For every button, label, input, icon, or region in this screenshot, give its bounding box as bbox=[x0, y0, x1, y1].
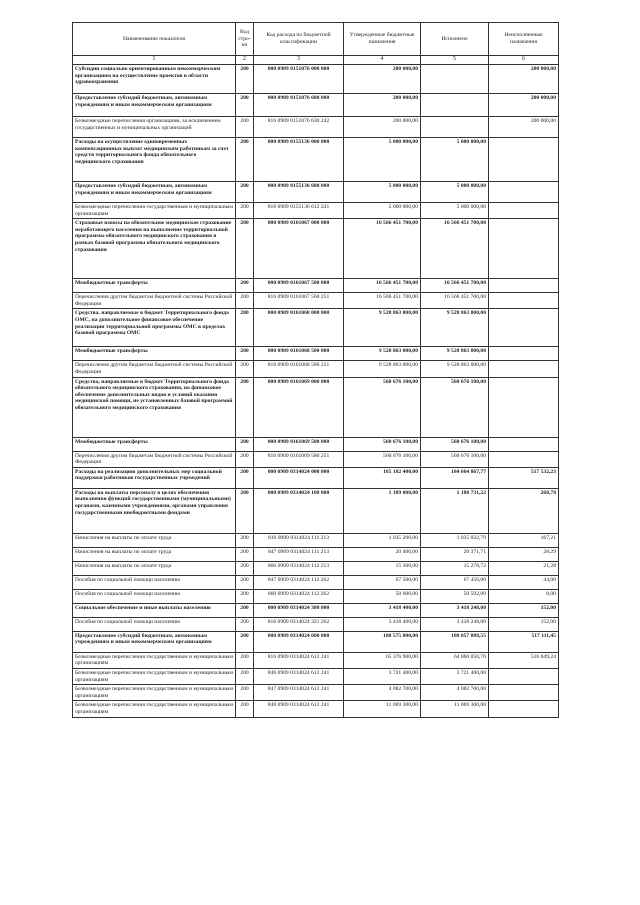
row-kbk: 816 0909 0151076 630 242 bbox=[254, 117, 344, 138]
table-row bbox=[73, 533, 559, 547]
row-unexecuted: 200 000,00 bbox=[489, 94, 559, 117]
row-name: Расходы на осуществление единовременных компенсационных выплат медицинским работникам за счет средств территориального фонда обязательного медицинского страхования bbox=[73, 138, 236, 182]
row-name: Безвозмездные перечисления государственным и муниципальным организациям bbox=[73, 668, 236, 684]
table-row bbox=[73, 589, 559, 603]
row-kbk: 000 0909 0151076 600 000 bbox=[254, 94, 344, 117]
row-name: Расходы на реализацию дополнительных мер социальной поддержки работников государственных учреждений bbox=[73, 467, 236, 488]
row-approved: 3 721 400,00 bbox=[344, 668, 421, 684]
row-kbk: 000 0909 0314024 000 000 bbox=[254, 467, 344, 488]
row-executed: 184 664 867,77 bbox=[421, 467, 489, 488]
row-unexecuted: 152,00 bbox=[489, 603, 559, 617]
table-row bbox=[73, 377, 559, 437]
table-row bbox=[73, 561, 559, 575]
row-name: Перечисления другим бюджетам бюджетной системы Российской Федерации bbox=[73, 451, 236, 467]
table-row bbox=[73, 219, 559, 279]
row-name: Средства, направляемые в бюджет Территориального фонда ОМС, на дополнительное финансовое обеспечение реализации территориальной программы ОМС в пределах базовой программы ОМС bbox=[73, 309, 236, 347]
row-name: Безвозмездные перечисления государственным и муниципальным организациям bbox=[73, 203, 236, 219]
row-name: Безвозмездные перечисления организациям, за исключением государственных и муниципальных организаций bbox=[73, 117, 236, 138]
row-approved: 1 035 200,00 bbox=[344, 533, 421, 547]
table-row bbox=[73, 437, 559, 451]
header-kbk: Код расхода по бюджетной классификации bbox=[254, 23, 344, 56]
row-kbk: 000 0909 0155136 000 000 bbox=[254, 138, 344, 182]
row-approved: 3 418 400,00 bbox=[344, 617, 421, 631]
row-kbk: 847 0909 0314024 612 241 bbox=[254, 685, 344, 701]
table-row bbox=[73, 631, 559, 652]
row-unexecuted bbox=[489, 219, 559, 279]
row-kbk: 000 0909 0314024 600 000 bbox=[254, 631, 344, 652]
row-kbk: 860 0909 0314024 112 262 bbox=[254, 589, 344, 603]
row-executed: 5 000 000,00 bbox=[421, 203, 489, 219]
row-unexecuted: 200 000,00 bbox=[489, 65, 559, 94]
row-executed: 3 418 248,00 bbox=[421, 603, 489, 617]
row-unexecuted: 517 111,45 bbox=[489, 631, 559, 652]
row-approved: 185 182 400,00 bbox=[344, 467, 421, 488]
row-unexecuted: 268,78 bbox=[489, 488, 559, 533]
table-row bbox=[73, 293, 559, 309]
row-unexecuted: 8,00 bbox=[489, 589, 559, 603]
row-approved: 9 528 863 000,00 bbox=[344, 361, 421, 377]
table-row bbox=[73, 652, 559, 668]
row-code: 200 bbox=[236, 451, 254, 467]
row-name: Социальное обеспечение и иные выплаты населению bbox=[73, 603, 236, 617]
row-approved: 5 000 000,00 bbox=[344, 182, 421, 203]
row-unexecuted: 21,28 bbox=[489, 561, 559, 575]
row-executed: 5 000 000,00 bbox=[421, 138, 489, 182]
row-unexecuted: 167,21 bbox=[489, 533, 559, 547]
row-kbk: 000 0909 0161067 000 000 bbox=[254, 219, 344, 279]
table-body bbox=[73, 65, 559, 718]
row-executed: 16 566 451 700,00 bbox=[421, 219, 489, 279]
row-code: 200 bbox=[236, 685, 254, 701]
table-row bbox=[73, 451, 559, 467]
row-kbk: 000 0909 0161069 500 000 bbox=[254, 437, 344, 451]
row-name: Расходы на выплаты персоналу в целях обеспечения выполнения функций государственными (муниципальными) органами, казенными учреждениями, органами управления государственными внебюджетными фондами bbox=[73, 488, 236, 533]
row-kbk: 816 0909 0161069 580 251 bbox=[254, 451, 344, 467]
row-approved: 50 600,00 bbox=[344, 589, 421, 603]
row-code: 200 bbox=[236, 561, 254, 575]
row-unexecuted: 517 532,23 bbox=[489, 467, 559, 488]
row-code: 200 bbox=[236, 589, 254, 603]
row-name: Начисления на выплаты по оплате труда bbox=[73, 561, 236, 575]
row-name: Пособия по социальной помощи населению bbox=[73, 575, 236, 589]
row-executed: 4 082 700,00 bbox=[421, 685, 489, 701]
row-code: 200 bbox=[236, 65, 254, 94]
row-name: Средства, направляемые в бюджет Территориального фонда обязательного медицинского страхования, на финансовое обеспечение дополнительных видов и условий оказания медицинской помощи, не установленных базовой программой обязательного медицинского страхования bbox=[73, 377, 236, 437]
row-kbk: 000 0909 0161068 500 000 bbox=[254, 347, 344, 361]
row-approved: 4 082 700,00 bbox=[344, 685, 421, 701]
row-unexecuted bbox=[489, 203, 559, 219]
row-unexecuted bbox=[489, 279, 559, 293]
row-code: 200 bbox=[236, 437, 254, 451]
row-name: Предоставление субсидий бюджетным, автономным учреждениям и иным некоммерческим организациям bbox=[73, 94, 236, 117]
row-approved: 11 069 300,00 bbox=[344, 701, 421, 717]
header-approved: Утвержденные бюджетные назначения bbox=[344, 23, 421, 56]
row-executed: 9 528 863 000,00 bbox=[421, 347, 489, 361]
row-unexecuted: 44,00 bbox=[489, 575, 559, 589]
row-name: Начисления на выплаты по оплате труда bbox=[73, 533, 236, 547]
row-name: Безвозмездные перечисления государственным и муниципальным организациям bbox=[73, 701, 236, 717]
row-kbk: 000 0909 0161067 500 000 bbox=[254, 279, 344, 293]
row-name: Предоставление субсидий бюджетным, автономным учреждениям и иным некоммерческим организациям bbox=[73, 631, 236, 652]
row-kbk: 847 0909 0314024 112 262 bbox=[254, 575, 344, 589]
row-code: 200 bbox=[236, 575, 254, 589]
row-executed: 1 035 032,79 bbox=[421, 533, 489, 547]
column-number: 5 bbox=[421, 56, 489, 65]
table-row bbox=[73, 701, 559, 717]
row-executed: 560 676 100,00 bbox=[421, 451, 489, 467]
table-row bbox=[73, 117, 559, 138]
expenditure-table bbox=[72, 22, 559, 718]
row-name: Перечисления другим бюджетам бюджетной системы Российской Федерации bbox=[73, 361, 236, 377]
column-number: 4 bbox=[344, 56, 421, 65]
row-kbk: 848 0909 0314024 612 241 bbox=[254, 701, 344, 717]
row-executed: 9 528 863 000,00 bbox=[421, 361, 489, 377]
row-unexecuted bbox=[489, 293, 559, 309]
table-row bbox=[73, 182, 559, 203]
row-kbk: 816 0909 0314024 612 241 bbox=[254, 652, 344, 668]
row-approved: 16 566 451 700,00 bbox=[344, 219, 421, 279]
column-number: 3 bbox=[254, 56, 344, 65]
row-name: Начисления на выплаты по оплате труда bbox=[73, 547, 236, 561]
row-approved: 3 418 400,00 bbox=[344, 603, 421, 617]
row-name: Безвозмездные перечисления государственным и муниципальным организациям bbox=[73, 685, 236, 701]
row-approved: 200 000,00 bbox=[344, 94, 421, 117]
row-executed: 50 592,00 bbox=[421, 589, 489, 603]
report-page bbox=[72, 22, 558, 718]
row-code: 200 bbox=[236, 309, 254, 347]
row-unexecuted bbox=[489, 377, 559, 437]
row-name: Страховые взносы на обязательное медицинское страхование неработающего населения на выполнение территориальной программы обязательного медицинского страхования в рамках базовой программы обязательного медицинского страхования bbox=[73, 219, 236, 279]
row-approved: 560 676 100,00 bbox=[344, 451, 421, 467]
row-executed bbox=[421, 117, 489, 138]
table-row bbox=[73, 203, 559, 219]
row-approved: 560 676 100,00 bbox=[344, 377, 421, 437]
table-row bbox=[73, 668, 559, 684]
column-number: 6 bbox=[489, 56, 559, 65]
row-name: Пособия по социальной помощи населению bbox=[73, 589, 236, 603]
row-kbk: 816 0909 0314024 111 213 bbox=[254, 533, 344, 547]
row-unexecuted bbox=[489, 437, 559, 451]
table-row bbox=[73, 361, 559, 377]
row-executed: 5 000 000,00 bbox=[421, 182, 489, 203]
header-row bbox=[73, 23, 559, 56]
row-kbk: 000 0909 0314024 300 000 bbox=[254, 603, 344, 617]
row-name: Безвозмездные перечисления государственным и муниципальным организациям bbox=[73, 652, 236, 668]
row-executed: 20 371,71 bbox=[421, 547, 489, 561]
row-executed bbox=[421, 94, 489, 117]
row-approved: 15 300,00 bbox=[344, 561, 421, 575]
row-executed: 9 528 863 000,00 bbox=[421, 309, 489, 347]
row-unexecuted: 516 849,24 bbox=[489, 652, 559, 668]
row-approved: 5 000 000,00 bbox=[344, 138, 421, 182]
row-code: 200 bbox=[236, 94, 254, 117]
table-row bbox=[73, 347, 559, 361]
row-executed: 180 057 888,55 bbox=[421, 631, 489, 652]
row-code: 200 bbox=[236, 547, 254, 561]
row-name: Пособия по социальной помощи населению bbox=[73, 617, 236, 631]
row-unexecuted bbox=[489, 701, 559, 717]
column-number: 2 bbox=[236, 56, 254, 65]
row-code: 200 bbox=[236, 467, 254, 488]
row-executed: 16 566 451 700,00 bbox=[421, 293, 489, 309]
row-approved: 65 376 900,00 bbox=[344, 652, 421, 668]
row-kbk: 000 0909 0155136 600 000 bbox=[254, 182, 344, 203]
row-name: Перечисления другим бюджетам бюджетной системы Российской Федерации bbox=[73, 293, 236, 309]
row-name: Межбюджетные трансферты bbox=[73, 279, 236, 293]
row-code: 200 bbox=[236, 617, 254, 631]
row-kbk: 816 0909 0155136 612 241 bbox=[254, 203, 344, 219]
table-row bbox=[73, 138, 559, 182]
row-executed: 15 278,72 bbox=[421, 561, 489, 575]
row-kbk: 816 0909 0314024 321 262 bbox=[254, 617, 344, 631]
row-code: 200 bbox=[236, 533, 254, 547]
row-unexecuted bbox=[489, 451, 559, 467]
row-code: 200 bbox=[236, 652, 254, 668]
row-unexecuted: 152,00 bbox=[489, 617, 559, 631]
table-row bbox=[73, 467, 559, 488]
row-unexecuted bbox=[489, 361, 559, 377]
row-executed: 1 188 731,22 bbox=[421, 488, 489, 533]
row-approved: 9 528 863 000,00 bbox=[344, 309, 421, 347]
row-kbk: 860 0909 0314024 112 213 bbox=[254, 561, 344, 575]
row-unexecuted bbox=[489, 685, 559, 701]
table-row bbox=[73, 617, 559, 631]
row-approved: 67 500,00 bbox=[344, 575, 421, 589]
row-approved: 5 000 000,00 bbox=[344, 203, 421, 219]
row-approved: 560 676 100,00 bbox=[344, 437, 421, 451]
row-unexecuted bbox=[489, 309, 559, 347]
row-code: 200 bbox=[236, 668, 254, 684]
row-unexecuted bbox=[489, 182, 559, 203]
row-kbk: 816 0909 0161067 560 251 bbox=[254, 293, 344, 309]
row-kbk: 000 0909 0161068 000 000 bbox=[254, 309, 344, 347]
row-unexecuted bbox=[489, 668, 559, 684]
row-executed bbox=[421, 65, 489, 94]
row-unexecuted: 28,29 bbox=[489, 547, 559, 561]
row-executed: 11 069 300,00 bbox=[421, 701, 489, 717]
row-name: Межбюджетные трансферты bbox=[73, 347, 236, 361]
row-executed: 560 676 100,00 bbox=[421, 437, 489, 451]
row-approved: 200 000,00 bbox=[344, 65, 421, 94]
row-executed: 67 456,00 bbox=[421, 575, 489, 589]
row-approved: 20 400,00 bbox=[344, 547, 421, 561]
table-row bbox=[73, 279, 559, 293]
row-approved: 200 000,00 bbox=[344, 117, 421, 138]
row-kbk: 816 0909 0161068 580 251 bbox=[254, 361, 344, 377]
row-kbk: 000 0909 0161069 000 000 bbox=[254, 377, 344, 437]
row-unexecuted bbox=[489, 138, 559, 182]
row-code: 200 bbox=[236, 631, 254, 652]
row-name: Субсидии социально ориентированным некоммерческим организациям на осуществление проектов в области здравоохранения bbox=[73, 65, 236, 94]
column-numbers-row bbox=[73, 56, 559, 65]
row-executed: 3 418 248,00 bbox=[421, 617, 489, 631]
row-approved: 1 189 000,00 bbox=[344, 488, 421, 533]
table-row bbox=[73, 575, 559, 589]
row-kbk: 000 0909 0151076 000 000 bbox=[254, 65, 344, 94]
row-code: 200 bbox=[236, 701, 254, 717]
row-executed: 64 860 050,76 bbox=[421, 652, 489, 668]
header-code: Код стро-ки bbox=[236, 23, 254, 56]
column-number: 1 bbox=[73, 56, 236, 65]
row-code: 200 bbox=[236, 347, 254, 361]
row-kbk: 000 0909 0314024 100 000 bbox=[254, 488, 344, 533]
row-code: 200 bbox=[236, 138, 254, 182]
header-executed: Исполнено bbox=[421, 23, 489, 56]
row-approved: 180 575 000,00 bbox=[344, 631, 421, 652]
row-unexecuted bbox=[489, 347, 559, 361]
row-approved: 16 566 451 700,00 bbox=[344, 293, 421, 309]
header-unexecuted: Неисполненные назначения bbox=[489, 23, 559, 56]
table-row bbox=[73, 309, 559, 347]
table-row bbox=[73, 94, 559, 117]
table-row bbox=[73, 547, 559, 561]
table-row bbox=[73, 65, 559, 94]
table-row bbox=[73, 685, 559, 701]
row-executed: 3 721 400,00 bbox=[421, 668, 489, 684]
row-unexecuted: 200 000,00 bbox=[489, 117, 559, 138]
row-executed: 560 676 100,00 bbox=[421, 377, 489, 437]
row-name: Предоставление субсидий бюджетным, автономным учреждениям и иным некоммерческим организациям bbox=[73, 182, 236, 203]
row-code: 200 bbox=[236, 279, 254, 293]
row-executed: 16 566 451 700,00 bbox=[421, 279, 489, 293]
table-row bbox=[73, 603, 559, 617]
row-code: 200 bbox=[236, 219, 254, 279]
row-kbk: 847 0909 0314024 111 213 bbox=[254, 547, 344, 561]
row-code: 200 bbox=[236, 377, 254, 437]
row-approved: 9 528 863 000,00 bbox=[344, 347, 421, 361]
row-kbk: 846 0909 0314024 612 241 bbox=[254, 668, 344, 684]
row-approved: 16 566 451 700,00 bbox=[344, 279, 421, 293]
row-code: 200 bbox=[236, 361, 254, 377]
row-name: Межбюджетные трансферты bbox=[73, 437, 236, 451]
table-row bbox=[73, 488, 559, 533]
row-code: 200 bbox=[236, 203, 254, 219]
row-code: 200 bbox=[236, 293, 254, 309]
header-name: Наименование показателя bbox=[73, 23, 236, 56]
row-code: 200 bbox=[236, 182, 254, 203]
row-code: 200 bbox=[236, 488, 254, 533]
row-code: 200 bbox=[236, 603, 254, 617]
row-code: 200 bbox=[236, 117, 254, 138]
